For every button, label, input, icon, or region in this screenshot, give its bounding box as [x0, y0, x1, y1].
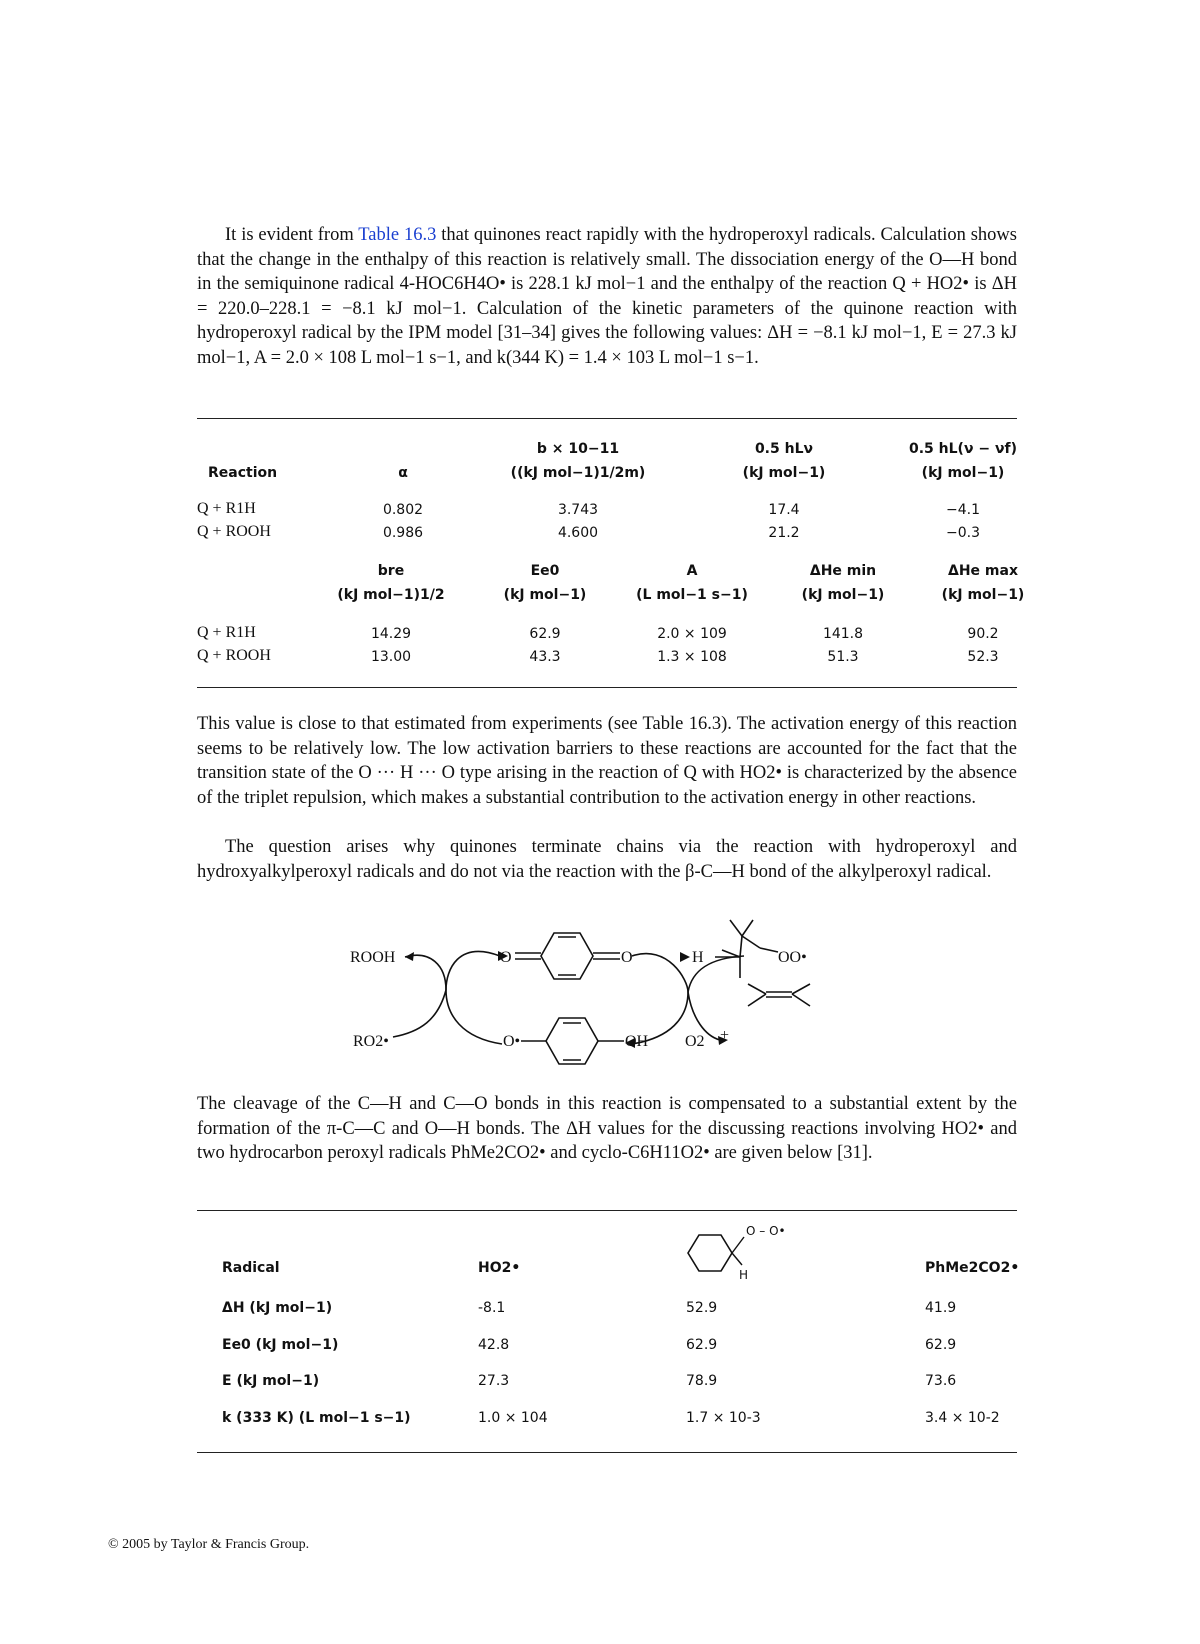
table-cell: 3.743 [557, 502, 599, 518]
paragraph-1 [197, 223, 1017, 370]
scheme-o-right: O [621, 949, 633, 966]
t2-col-radical: Radical [222, 1260, 280, 1276]
table-cell: 62.9 [686, 1337, 718, 1353]
table-cell: 21.2 [768, 525, 800, 541]
table-cell: 52.3 [967, 649, 999, 665]
table-cell: 42.8 [478, 1337, 510, 1353]
scheme-ro2: RO2• [353, 1033, 389, 1050]
scheme-o2: O2 [685, 1033, 705, 1050]
table-cell: 41.9 [925, 1300, 957, 1316]
t1-col-hlvdiff-bottom: (kJ mol−1) [921, 465, 1005, 481]
semiquinone-ring [546, 1018, 598, 1064]
paragraph-3-text: The question arises why quinones terminate chains via the reaction with hydroperoxyl and hydroxyalkylperoxyl radicals and do not via the reaction with the β-C—H bond of the alkylperoxyl radical. [197, 837, 1017, 882]
t2-row-label: ΔH (kJ mol−1) [222, 1300, 333, 1316]
t1-col-alpha: α [398, 465, 408, 481]
t1-col-reaction: Reaction [208, 465, 278, 481]
table-cell: 0.802 [382, 502, 424, 518]
table-row-label: Q + R1H [197, 624, 256, 641]
table-cell: 62.9 [925, 1337, 957, 1353]
table-cell: 52.9 [686, 1300, 718, 1316]
table-cell: 51.3 [827, 649, 859, 665]
table-cell: 2.0 × 109 [657, 626, 727, 642]
t1-col-hlv-bottom: (kJ mol−1) [742, 465, 826, 481]
arrowhead-rooh [405, 952, 414, 961]
table-cell: 43.3 [529, 649, 561, 665]
scheme-oo: OO• [778, 949, 807, 966]
t1-col-ee0-bottom: (kJ mol−1) [503, 587, 587, 603]
table-row-label: Q + ROOH [197, 523, 271, 540]
scheme-rooh: ROOH [350, 949, 396, 966]
copyright-footer: © 2005 by Taylor & Francis Group. [108, 1537, 310, 1552]
t1-col-dhmax-bottom: (kJ mol−1) [941, 587, 1025, 603]
scheme-h: H [692, 949, 704, 966]
t2-col-phme2co2: PhMe2CO2• [925, 1260, 1020, 1276]
table-cell: 17.4 [768, 502, 800, 518]
t1-col-a-bottom: (L mol−1 s−1) [636, 587, 748, 603]
table-row-label: Q + R1H [197, 500, 256, 517]
table-cell: −0.3 [946, 525, 980, 541]
table-cell: 1.3 × 108 [657, 649, 727, 665]
paragraph-1-lead: It is evident from [225, 225, 359, 245]
cyclohexyl-o-label: O – O• [746, 1224, 786, 1238]
t1-col-dhmax-top: ΔHe max [948, 563, 1018, 579]
left-curve-upper [405, 955, 446, 990]
t1-col-ee0-top: Ee0 [530, 563, 560, 579]
cyclohexyl-h-label: H [739, 1268, 749, 1282]
table-cell: 0.986 [382, 525, 424, 541]
t1-col-b-top: b × 10−11 [536, 441, 620, 457]
quinone-ring [541, 933, 593, 979]
reaction-scheme [350, 910, 870, 1070]
table-cell: 27.3 [478, 1373, 510, 1389]
table-cell: 78.9 [686, 1373, 718, 1389]
t1-col-b-bottom: ((kJ mol−1)1/2m) [510, 465, 646, 481]
left-curve-lower [393, 990, 446, 1037]
table-cell: 3.4 × 10-2 [925, 1410, 1000, 1426]
scheme-oh: OH [625, 1033, 649, 1050]
table-cell: 1.0 × 104 [478, 1410, 548, 1426]
t1-col-bre-bottom: (kJ mol−1)1/2 [337, 587, 445, 603]
table-16-3-link[interactable]: Table 16.3 [358, 225, 437, 245]
paragraph-1-body: that quinones react rapidly with the hydroperoxyl radicals. Calculation shows that the change in the enthalpy of this reaction is relatively small. The dissociation energy of the O—H bond in the semiquinone radical 4-HOC6H4O• is 228.1 kJ mol−1 and the enthalpy of the reaction Q + HO2• is ΔH = 220.0–228.1 = −8.1 kJ mol−1. Calculation of the kinetic parameters of the quinone reaction with hydroperoxyl radical by the IPM model [31–34] gives the following values: ΔH = −8.1 kJ mol−1, E = 27.3 kJ mol−1, A = 2.0 × 108 L mol−1 s−1, and k(344 K) = 1.4 × 103 L mol−1 s−1. [197, 225, 1017, 368]
table2-bottom-rule [197, 1452, 1017, 1453]
paragraph-2: This value is close to that estimated from experiments (see Table 16.3). The activation energy of this reaction seems to be relatively low. The low activation barriers to these reactions are accounted for the fact that the transition state of the O ··· H ··· O type arising in the reaction of Q with HO2• is characterized by the absence of the triplet repulsion, which makes a substantial contribution to the activation energy in other reactions. [197, 714, 1017, 808]
t2-col-ho2: HO2• [478, 1260, 521, 1276]
t1-col-a-top: A [686, 563, 698, 579]
table-cell: -8.1 [478, 1300, 506, 1316]
table-row-label: Q + ROOH [197, 647, 271, 664]
left-curve [446, 951, 502, 1044]
t1-col-dhmin-top: ΔHe min [809, 563, 877, 579]
table-cell: 141.8 [822, 626, 864, 642]
t1-col-dhmin-bottom: (kJ mol−1) [801, 587, 885, 603]
right-curve [632, 954, 688, 1044]
t2-row-label: E (kJ mol−1) [222, 1373, 320, 1389]
scheme-o-left: O [500, 949, 512, 966]
table-cell: 14.29 [370, 626, 412, 642]
table2-top-rule [197, 1210, 1017, 1211]
t1-col-hlvdiff-top: 0.5 hL(ν − νf) [908, 441, 1018, 457]
scheme-plus: + [720, 1027, 730, 1044]
table-cell: 62.9 [529, 626, 561, 642]
paragraph-3 [197, 835, 1017, 884]
table-cell: −4.1 [946, 502, 980, 518]
table-cell: 13.00 [370, 649, 412, 665]
table-cell: 1.7 × 10-3 [686, 1410, 761, 1426]
t1-col-bre-top: bre [377, 563, 405, 579]
t2-row-label: k (333 K) (L mol−1 s−1) [222, 1410, 411, 1426]
table-cell: 73.6 [925, 1373, 957, 1389]
table-cell: 90.2 [967, 626, 999, 642]
scheme-o-radical: O• [503, 1033, 521, 1050]
table1-bottom-rule [197, 687, 1017, 688]
t2-row-label: Ee0 (kJ mol−1) [222, 1337, 339, 1353]
paragraph-4: The cleavage of the C—H and C—O bonds in this reaction is compensated to a substantial extent by the formation of the π-C—C and O—H bonds. The ΔH values for the discussing reactions involving HO2• and two hydrocarbon peroxyl radicals PhMe2CO2• and cyclo-C6H11O2• are given below [31]. [197, 1094, 1017, 1163]
cyclohexylperoxyl-structure [682, 1223, 802, 1283]
table1-top-rule [197, 418, 1017, 419]
arrowhead-h [680, 952, 690, 962]
t1-col-hlv-top: 0.5 hLν [754, 441, 814, 457]
table-cell: 4.600 [557, 525, 599, 541]
